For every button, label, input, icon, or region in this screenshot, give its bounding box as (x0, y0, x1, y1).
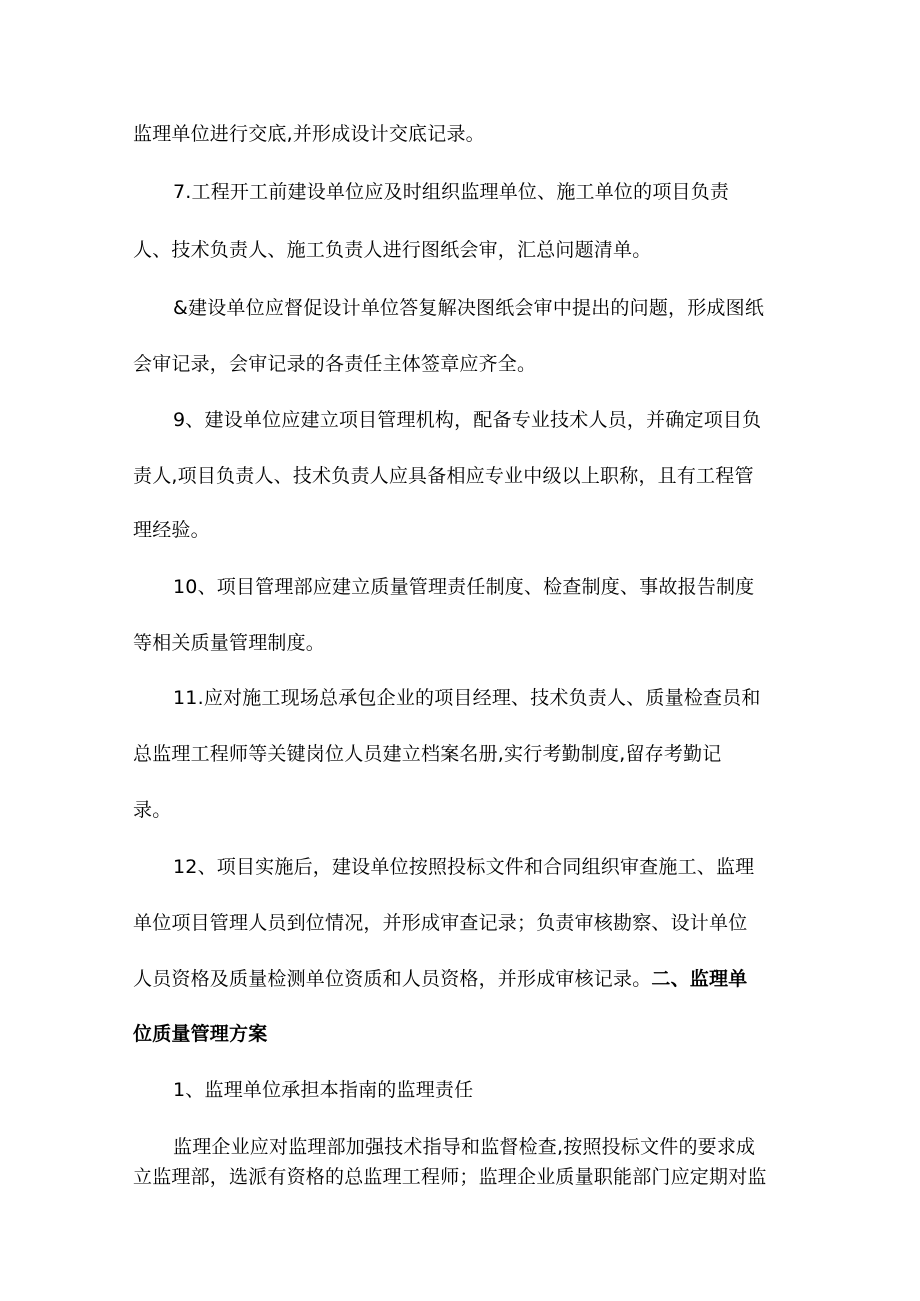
text-line: 总监理工程师等关键岗位人员建立档案名册,实行考勤制度,留存考勤记 (133, 743, 722, 765)
text-line: 理经验。 (133, 519, 210, 541)
text-line: 会审记录，会审记录的各责任主体签章应齐全。 (133, 353, 537, 375)
text-line (133, 967, 747, 991)
text-line: 监理企业应对监理部加强技术指导和监督检查,按照投标文件的要求成 (173, 1136, 756, 1158)
text-line: 7.工程开工前建设单位应及时组织监理单位、施工单位的项目负责 (173, 181, 730, 203)
text-segment: 人员资格及质量检测单位资质和人员资格，并形成审核记录。 (133, 968, 652, 990)
subheading: 1、监理单位承担本指南的监理责任 (173, 1079, 474, 1101)
text-line: 等相关质量管理制度。 (133, 632, 326, 654)
text-line: 10、项目管理部应建立质量管理责任制度、检查制度、事故报告制度 (173, 576, 755, 598)
text-line: 录。 (133, 799, 172, 821)
text-line: 监理单位进行交底,并形成设计交底记录。 (133, 123, 485, 145)
section-heading: 位质量管理方案 (133, 1023, 268, 1045)
text-line: 单位项目管理人员到位情况，并形成审查记录；负责审核勘察、设计单位 (133, 912, 748, 934)
text-line: 立监理部，选派有资格的总监理工程师；监理企业质量职能部门应定期对监 (133, 1166, 767, 1188)
text-line: 11.应对施工现场总承包企业的项目经理、技术负责人、质量检查员和 (173, 687, 761, 709)
text-line: 9、建设单位应建立项目管理机构，配备专业技术人员，并确定项目负 (173, 409, 762, 431)
text-line: &建设单位应督促设计单位答复解决图纸会审中提出的问题，形成图纸 (173, 297, 765, 319)
text-line: 责人,项目负责人、技术负责人应具备相应专业中级以上职称，且有工程管 (133, 465, 754, 487)
section-heading: 二、监理单 (651, 968, 748, 990)
text-line: 人、技术负责人、施工负责人进行图纸会审，汇总问题清单。 (133, 239, 652, 261)
text-line: 12、项目实施后，建设单位按照投标文件和合同组织审查施工、监理 (173, 856, 755, 878)
